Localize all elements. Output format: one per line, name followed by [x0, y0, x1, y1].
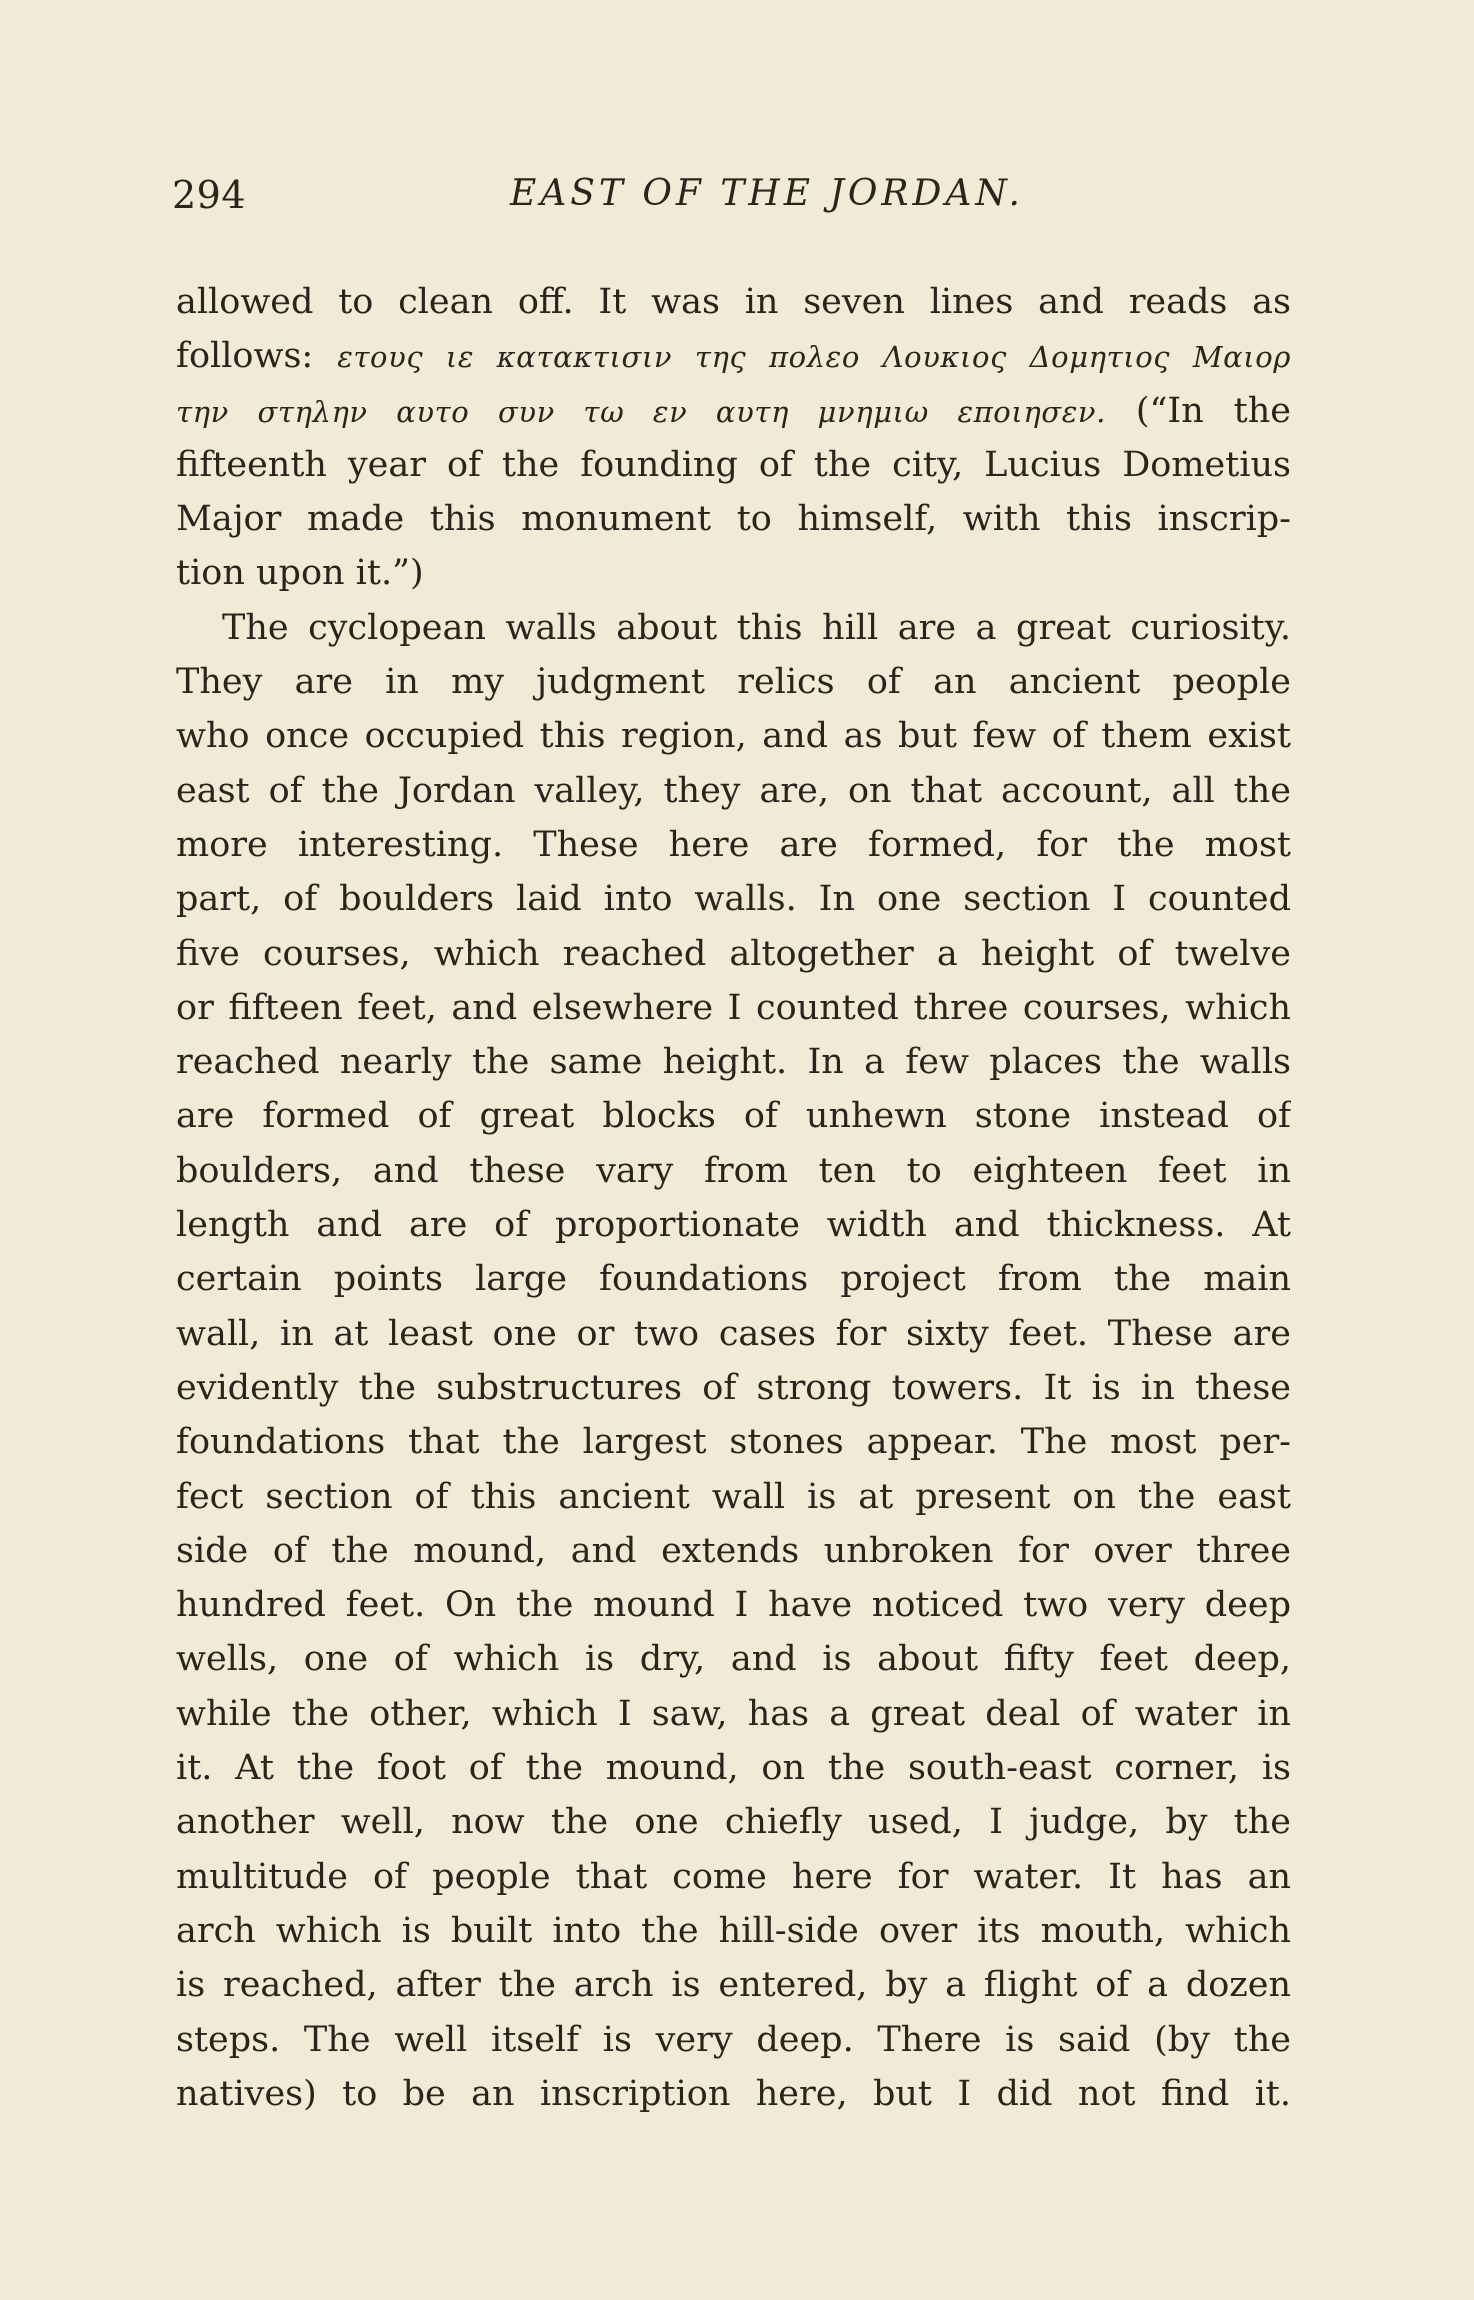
text-line: multitude of people that come here for water. It has an [176, 1856, 1291, 1897]
text-line: reached nearly the same height. In a few places the walls [176, 1042, 1291, 1083]
text-line: evidently the substructures of strong towers. It is in these [176, 1367, 1291, 1408]
text-fragment: (“In the [1135, 390, 1291, 431]
text-line: boulders, and these vary from ten to eighteen feet in [176, 1150, 1291, 1191]
text-line: natives) to be an inscription here, but I did not find it. [176, 2073, 1291, 2114]
page-number: 294 [172, 173, 247, 217]
greek-inscription-text: ετους ιε κατακτισιν της πολεο Λουκιος Δομητιος Μαιορ [337, 340, 1291, 375]
text-line: or fifteen feet, and elsewhere I counted three courses, which [176, 987, 1291, 1028]
text-line: are formed of great blocks of unhewn stone instead of [176, 1096, 1291, 1137]
running-header [172, 173, 1292, 232]
text-line: more interesting. These here are formed, for the most [176, 824, 1291, 865]
text-line [176, 329, 1291, 383]
text-line [176, 384, 1291, 438]
paragraph-first-line: The cyclopean walls about this hill are a great curiosity. [222, 607, 1291, 648]
text-line: foundations that the largest stones appear. The most per- [176, 1422, 1291, 1463]
text-line: hundred feet. On the mound I have noticed two very deep [176, 1585, 1291, 1626]
text-line: side of the mound, and extends unbroken for over three [176, 1530, 1291, 1571]
body-text [176, 275, 1291, 2121]
text-line: Major made this monument to himself, with this inscrip- [176, 499, 1291, 540]
text-line: another well, now the one chiefly used, I judge, by the [176, 1802, 1291, 1843]
text-line: tion upon it.”) [176, 553, 424, 594]
text-line: fect section of this ancient wall is at present on the east [176, 1476, 1291, 1517]
text-line: allowed to clean off. It was in seven lines and reads as [176, 282, 1291, 322]
text-line: steps. The well itself is very deep. There is said (by the [176, 2019, 1291, 2060]
running-title: EAST OF THE JORDAN. [509, 173, 1024, 214]
text-line: while the other, which I saw, has a great deal of water in [176, 1693, 1291, 1734]
text-line: length and are of proportionate width and thickness. At [176, 1205, 1291, 1246]
greek-inscription-text: την στηλην αυτο συν τω εν αυτη μνημιω εποιησεν. [176, 394, 1106, 429]
text-line: wells, one of which is dry, and is about fifty feet deep, [176, 1639, 1291, 1680]
text-line: it. At the foot of the mound, on the south-east corner, is [176, 1748, 1291, 1789]
text-fragment: follows: [176, 336, 314, 377]
text-line: who once occupied this region, and as but few of them exist [176, 716, 1291, 757]
text-line: wall, in at least one or two cases for sixty feet. These are [176, 1313, 1291, 1354]
text-line: arch which is built into the hill-side over its mouth, which [176, 1910, 1291, 1951]
text-line: part, of boulders laid into walls. In one section I counted [176, 879, 1291, 920]
text-line: east of the Jordan valley, they are, on that account, all the [176, 770, 1291, 811]
text-line: They are in my judgment relics of an ancient people [176, 662, 1291, 703]
text-line: fifteenth year of the founding of the city, Lucius Dometius [176, 444, 1291, 485]
text-line: five courses, which reached altogether a height of twelve [176, 933, 1291, 974]
text-line: certain points large foundations project from the main [176, 1259, 1291, 1300]
text-line: is reached, after the arch is entered, by a flight of a dozen [176, 1965, 1291, 2006]
